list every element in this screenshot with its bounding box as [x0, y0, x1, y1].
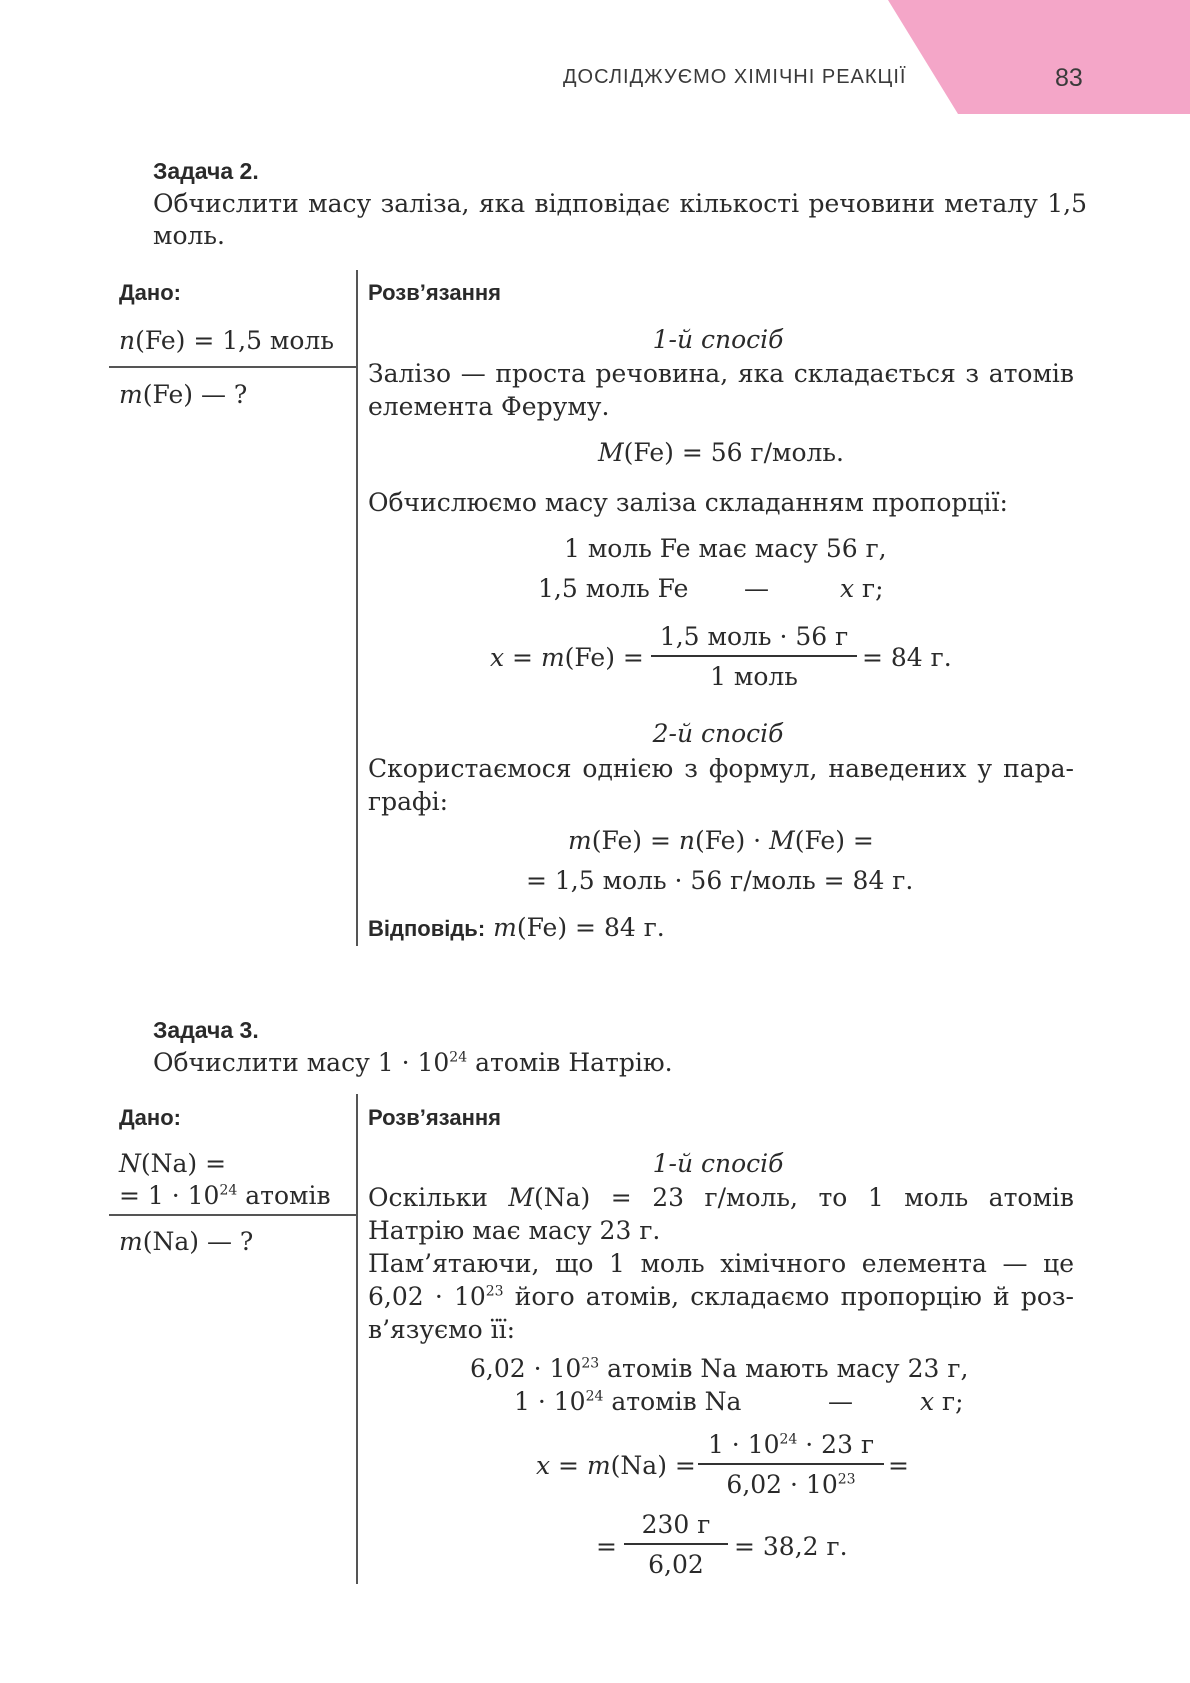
task2-fraction-denominator: 1 моль	[710, 662, 798, 691]
task3-title: Задача 3.	[153, 1017, 259, 1043]
task3-fraction2	[624, 1510, 728, 1579]
page-corner-accent	[0, 0, 1190, 120]
task3-proportion-line1: $6,02 \cdot 10^{23}$ атомів Na мають масу 23 г,	[470, 1354, 969, 1383]
task3-solution-label: Розв’язання	[368, 1105, 501, 1130]
task3-given-label: Дано:	[119, 1105, 181, 1130]
task2-answer-label: Відповідь:	[368, 916, 486, 941]
task3-equation2-lhs: =	[596, 1532, 617, 1561]
task2-proportion-line1: 1 моль Fe має масу 56 г,	[564, 534, 887, 563]
task3-method1: 1-й спосіб	[652, 1149, 784, 1178]
task2-fraction-numerator: 1,5 моль · 56 г	[659, 622, 849, 651]
task2-find: m(Fe) — ?	[119, 380, 248, 409]
task3-fraction1-bar	[698, 1463, 884, 1465]
task3-equation1-lhs: x = m(Na) =	[536, 1451, 696, 1480]
task3-paragraph2-line1: Пам’ятаючи, що 1 моль хімічного елемента — це	[368, 1249, 1074, 1278]
task2-fraction	[651, 622, 857, 691]
task2-paragraph2: Обчислюємо масу заліза складанням пропорції:	[368, 488, 1008, 517]
task2-molar-mass: M(Fe) = 56 г/моль.	[598, 438, 844, 467]
task2-text: Обчислити масу заліза, яка відповідає кількості речовини металу 1,5 моль.	[153, 189, 1087, 250]
task2-vertical-divider	[356, 270, 358, 946]
task2-proportion-dash: —	[744, 574, 769, 603]
task3-proportion-line2-left: $1 \cdot 10^{24}$ атомів Na	[514, 1387, 742, 1416]
task2-formula-line1: m(Fe) = n(Fe) · M(Fe) =	[568, 826, 874, 855]
task3-text: Обчислити масу $1 \cdot 10^{24}$ атомів Натрію.	[153, 1048, 673, 1077]
task2-paragraph3	[368, 752, 1074, 818]
task2-paragraph1: Залізо — проста речовина, яка складається з атомів елемента Феруму.	[368, 359, 1074, 421]
task2-formula-line2: = 1,5 моль · 56 г/моль = 84 г.	[526, 866, 914, 895]
task3-proportion-dash: —	[828, 1387, 853, 1416]
task2-proportion-line2-left: 1,5 моль Fe	[538, 574, 689, 603]
task3-fraction2-bar	[624, 1543, 728, 1545]
task3-paragraph1	[368, 1181, 1074, 1247]
task2-method1: 1-й спосіб	[652, 325, 784, 354]
task3-paragraph2-line3: в’язуємо її:	[368, 1315, 515, 1344]
task3-fraction1-numerator: $1 \cdot 10^{24} \cdot 23$ г	[707, 1430, 875, 1459]
task2-title: Задача 2.	[153, 158, 259, 184]
task3-paragraph1-line1: Оскільки M(Na) = 23 г/моль, то 1 моль атомів	[368, 1183, 1074, 1212]
task3-vertical-divider	[356, 1094, 358, 1584]
task3-paragraph2-line2: $6,02 \cdot 10^{23}$ його атомів, складаємо пропорцію й роз-	[368, 1282, 1074, 1311]
task3-paragraph2	[368, 1247, 1074, 1346]
task2-given-value: n(Fe) = 1,5 моль	[119, 326, 334, 355]
task3-given-line1: N(Na) =	[119, 1149, 227, 1178]
task3-find: m(Na) — ?	[119, 1227, 254, 1256]
task2-given-divider	[109, 366, 356, 368]
task3-fraction2-denominator: 6,02	[648, 1550, 704, 1579]
task2-paragraph3-line1: Скористаємося однією з формул, наведених у пара-	[368, 754, 1074, 783]
task3-fraction1	[698, 1430, 884, 1499]
task2-answer: Відповідь: m(Fe) = 84 г.	[368, 913, 665, 942]
task2-equation-lhs: x = m(Fe) =	[490, 643, 644, 672]
task3-given-line2: = $1 \cdot 10^{24}$ атомів	[119, 1181, 331, 1210]
task2-fraction-bar	[651, 655, 857, 657]
task3-fraction1-denominator: $6,02 \cdot 10^{23}$	[726, 1470, 856, 1499]
task2-method2: 2-й спосіб	[652, 719, 784, 748]
page-number: 83	[1055, 64, 1083, 92]
task3-equation2-rhs: = 38,2 г.	[734, 1532, 848, 1561]
running-header: ДОСЛІДЖУЄМО ХІМІЧНІ РЕАКЦІЇ	[563, 66, 907, 88]
task2-solution-label: Розв’язання	[368, 280, 501, 305]
task2-given-label: Дано:	[119, 280, 181, 305]
task3-proportion-line2-right: x г;	[920, 1387, 964, 1416]
task3-paragraph1-line2: Натрію має масу 23 г.	[368, 1216, 661, 1245]
task3-equation1-rhs: =	[888, 1451, 909, 1480]
task2-equation-rhs: = 84 г.	[862, 643, 952, 672]
task3-given-divider	[109, 1214, 356, 1216]
task2-paragraph3-line2: графі:	[368, 787, 448, 816]
task3-fraction2-numerator: 230 г	[641, 1510, 711, 1539]
task2-proportion-line2-right: x г;	[840, 574, 884, 603]
